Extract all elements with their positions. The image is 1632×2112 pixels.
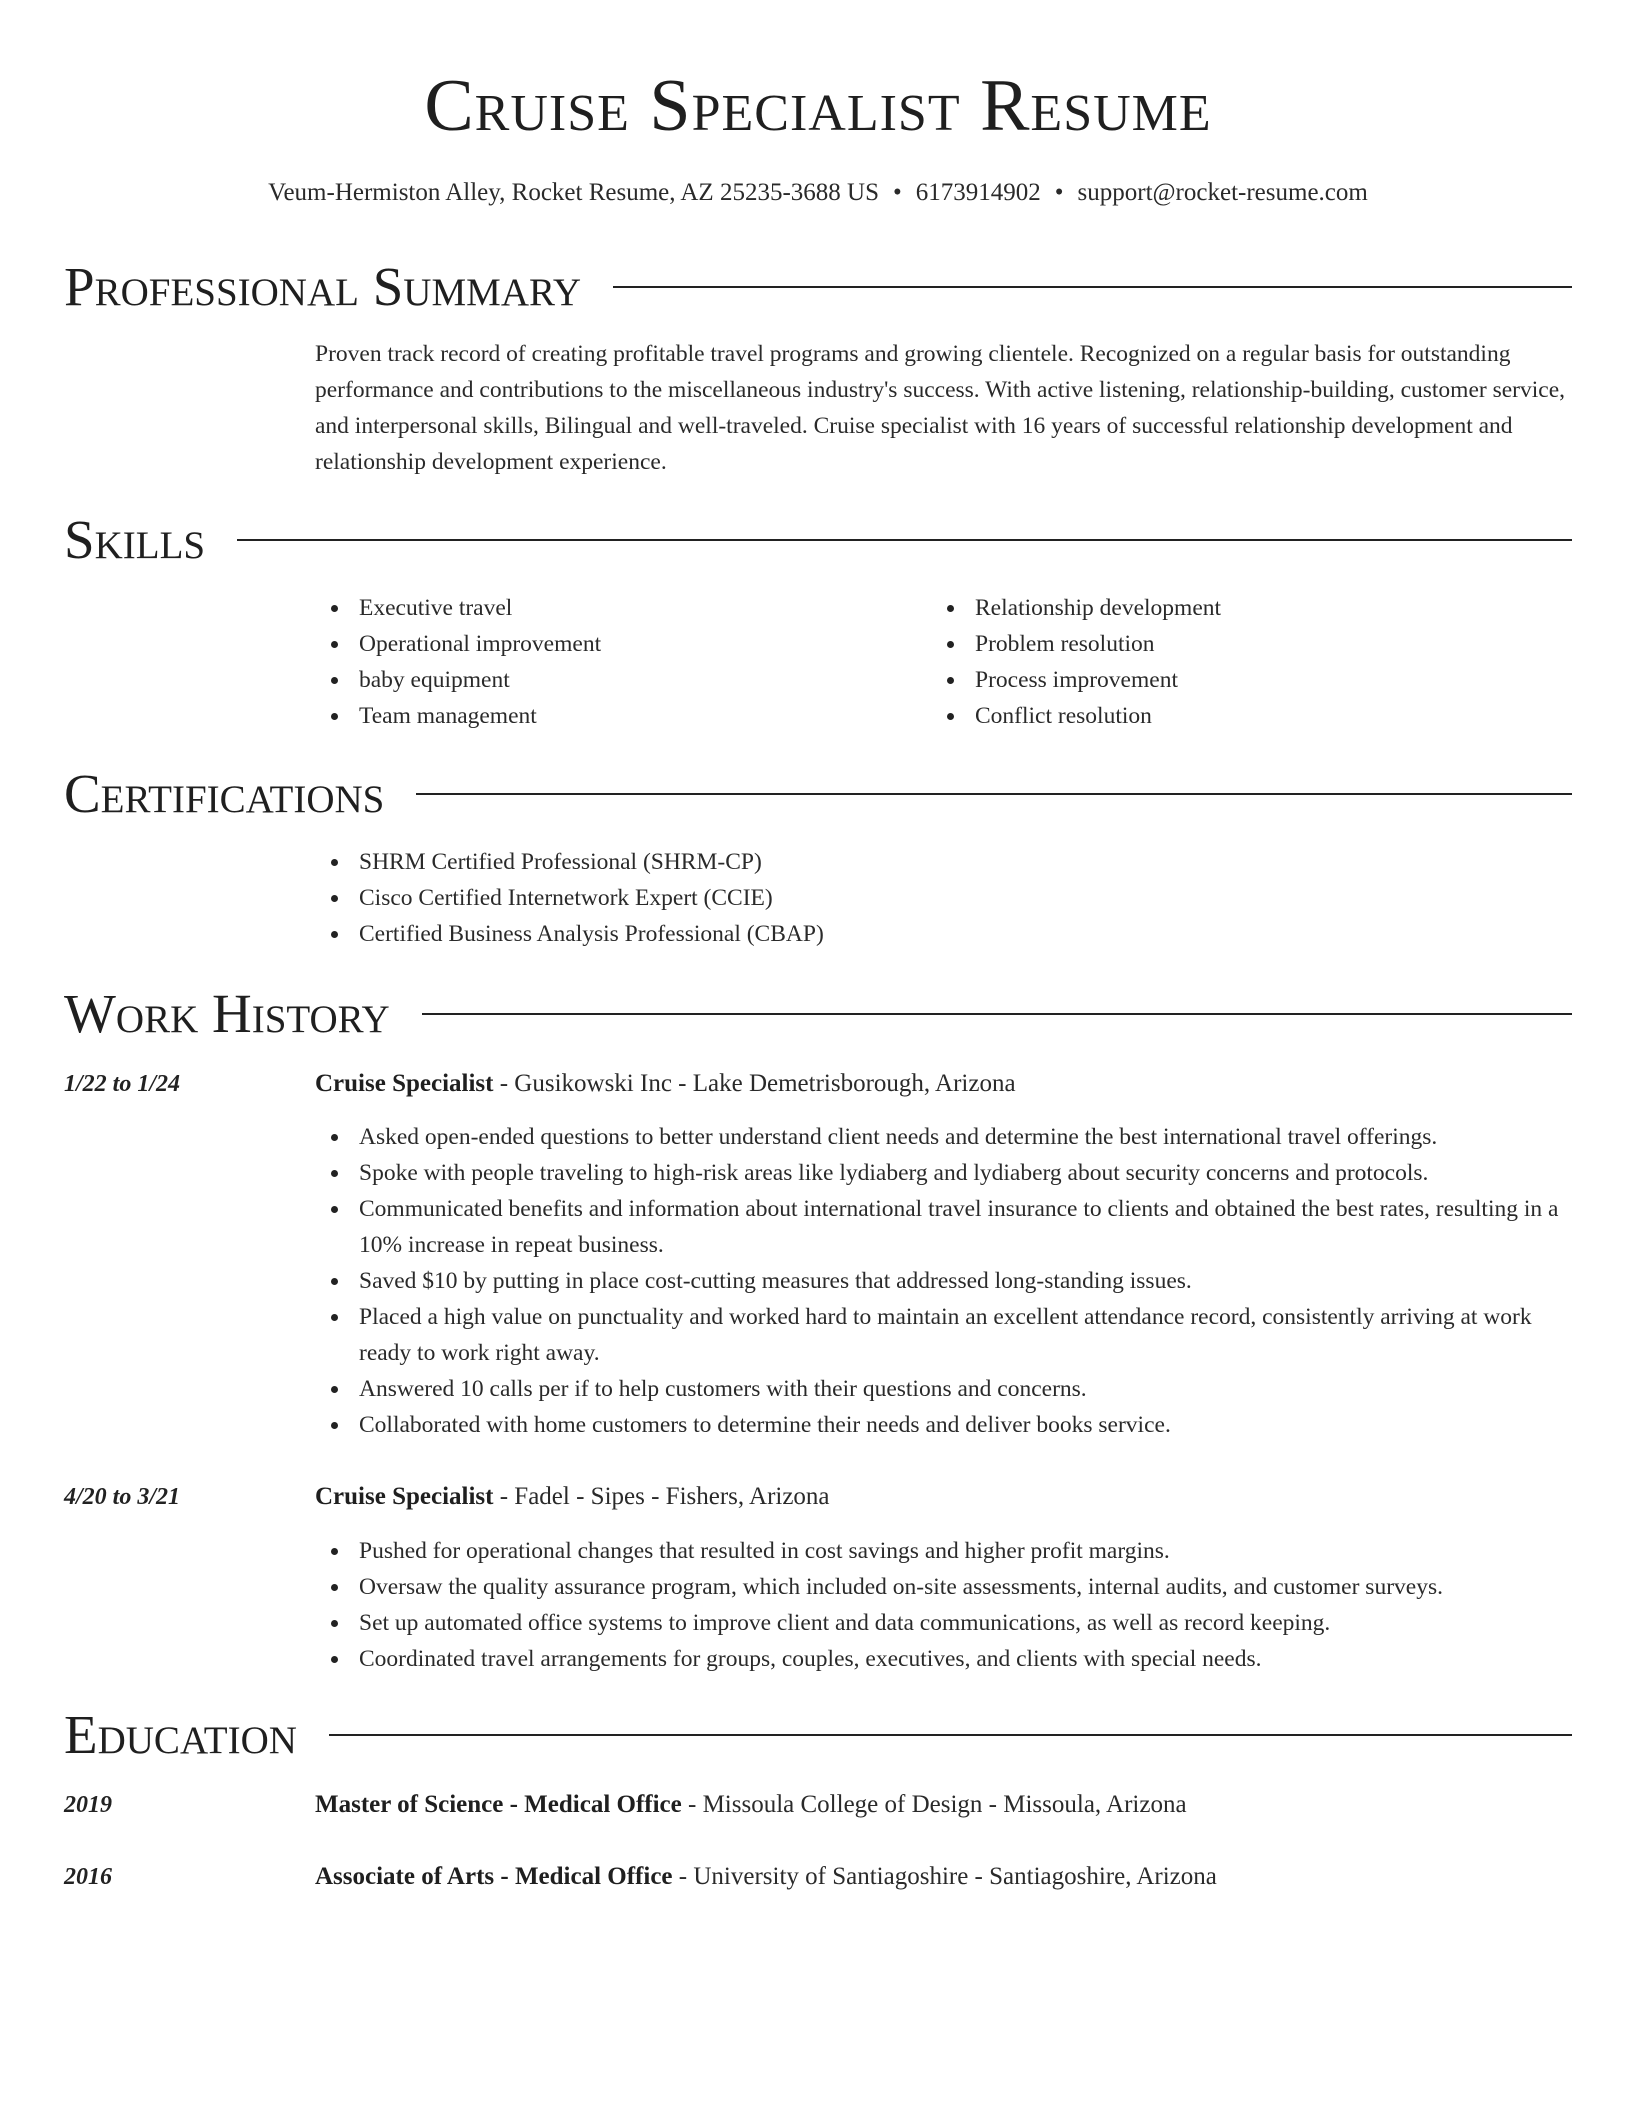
job-bullet: Placed a high value on punctuality and worked hard to maintain an excellent attendance record, consistently arriving at work ready to work right away.	[315, 1299, 1572, 1371]
job-title-line	[315, 1479, 830, 1515]
section-divider	[329, 1734, 1572, 1736]
education-entry	[315, 1859, 1217, 1895]
summary-heading: Professional Summary	[64, 256, 582, 317]
education-year: 2016	[64, 1864, 112, 1890]
skill-item: Problem resolution	[931, 626, 1531, 662]
school: - University of Santiagoshire - Santiagoshire, Arizona	[672, 1863, 1217, 1890]
job-bullet: Oversaw the quality assurance program, which included on-site assessments, internal audits, and customer surveys.	[315, 1569, 1572, 1605]
skill-item: Process improvement	[931, 662, 1531, 698]
job-bullet: Spoke with people traveling to high-risk areas like lydiaberg and lydiaberg about security concerns and protocols.	[315, 1155, 1572, 1191]
job-bullet: Set up automated office systems to improve client and data communications, as well as record keeping.	[315, 1605, 1572, 1641]
school: - Missoula College of Design - Missoula, Arizona	[681, 1791, 1187, 1818]
section-divider	[422, 1013, 1572, 1015]
resume-title: Cruise Specialist Resume	[424, 65, 1212, 147]
job-employer: - Fadel - Sipes - Fishers, Arizona	[493, 1483, 830, 1510]
job-bullet: Answered 10 calls per if to help customers with their questions and concerns.	[315, 1371, 1572, 1407]
job-bullet: Asked open-ended questions to better understand client needs and determine the best international travel offerings.	[315, 1119, 1572, 1155]
summary-section-header	[64, 255, 1572, 319]
skill-item: Operational improvement	[315, 626, 915, 662]
work-heading: Work History	[64, 983, 390, 1044]
job-title: Cruise Specialist	[315, 1483, 494, 1510]
work-section-header	[64, 982, 1572, 1046]
email: support@rocket-resume.com	[1077, 179, 1368, 206]
phone: 6173914902	[915, 179, 1041, 206]
skills-left-column	[315, 590, 915, 734]
section-divider	[237, 539, 1572, 541]
skill-item: Conflict resolution	[931, 698, 1531, 734]
summary-text: Proven track record of creating profitable travel programs and growing clientele. Recognized on a regular basis for outstanding performance and contributions to the miscellaneous industry's success. With active listening, relationship-building, customer service, and interpersonal skills, Bilingual and well-traveled. Cruise specialist with 16 years of successful relationship development and relationship development experience.	[315, 341, 1566, 475]
skills-section-header	[64, 508, 1572, 572]
certification-item: Cisco Certified Internetwork Expert (CCIE)	[315, 880, 1572, 916]
skill-item: Team management	[315, 698, 915, 734]
degree: Associate of Arts - Medical Office	[315, 1863, 673, 1890]
skill-item: Relationship development	[931, 590, 1531, 626]
section-divider	[416, 793, 1572, 795]
certifications-section-header	[64, 762, 1572, 826]
job-bullets	[315, 1533, 1572, 1677]
job-employer: - Gusikowski Inc - Lake Demetrisborough, Arizona	[493, 1070, 1016, 1097]
job-bullet: Pushed for operational changes that resulted in cost savings and higher profit margins.	[315, 1533, 1572, 1569]
education-year: 2019	[64, 1792, 112, 1818]
separator: •	[1054, 179, 1064, 206]
skills-heading: Skills	[64, 509, 206, 570]
job-bullets	[315, 1119, 1572, 1443]
job-title-line	[315, 1066, 1016, 1102]
certifications-list	[315, 844, 1572, 952]
skill-item: baby equipment	[315, 662, 915, 698]
job-title: Cruise Specialist	[315, 1070, 494, 1097]
skill-item: Executive travel	[315, 590, 915, 626]
job-dates: 4/20 to 3/21	[64, 1484, 181, 1510]
certification-item: SHRM Certified Professional (SHRM-CP)	[315, 844, 1572, 880]
job-bullet: Communicated benefits and information about international travel insurance to clients and obtained the best rates, resulting in a 10% increase in repeat business.	[315, 1191, 1572, 1263]
certification-item: Certified Business Analysis Professional (CBAP)	[315, 916, 1572, 952]
job-bullet: Saved $10 by putting in place cost-cutting measures that addressed long-standing issues.	[315, 1263, 1572, 1299]
education-section-header	[64, 1703, 1572, 1767]
education-heading: Education	[64, 1704, 297, 1765]
job-dates: 1/22 to 1/24	[64, 1071, 181, 1097]
job-bullet: Coordinated travel arrangements for groups, couples, executives, and clients with special needs.	[315, 1641, 1572, 1677]
address: Veum-Hermiston Alley, Rocket Resume, AZ 25235-3688 US	[268, 179, 879, 206]
skills-right-column	[931, 590, 1531, 734]
section-divider	[613, 286, 1572, 288]
contact-line	[64, 176, 1572, 210]
education-entry	[315, 1787, 1187, 1823]
separator: •	[893, 179, 902, 206]
degree: Master of Science - Medical Office	[315, 1791, 682, 1818]
certifications-heading: Certifications	[64, 763, 385, 824]
job-bullet: Collaborated with home customers to determine their needs and deliver books service.	[315, 1407, 1572, 1443]
